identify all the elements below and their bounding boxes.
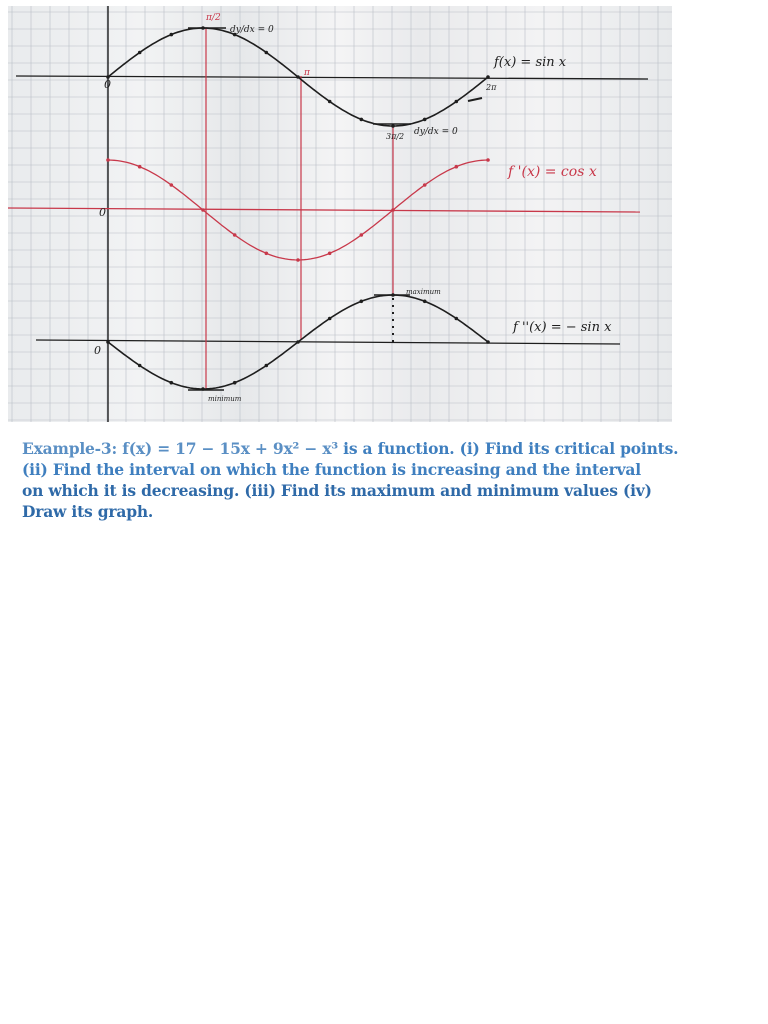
plot-point	[296, 75, 300, 79]
caption-line-3: on which it is decreasing. (iii) Find its maximum and minimum values (iv)	[22, 481, 652, 500]
plot-point	[170, 183, 174, 187]
label-dydx-bottom: dy/dx = 0	[414, 127, 458, 137]
plot-point	[328, 317, 332, 321]
x-axis-f2	[36, 340, 620, 344]
plot-point	[296, 340, 300, 344]
plot-point	[391, 124, 395, 128]
plot-point	[486, 340, 490, 344]
plot-point	[360, 233, 364, 237]
plot-point	[423, 183, 427, 187]
label-pi: π	[304, 68, 310, 78]
caption-line-1-lead: Example-3: f(x) = 17 − 15x + 9x² − x³	[22, 439, 344, 458]
plot-point	[328, 252, 332, 256]
label-origin-3: 0	[94, 344, 101, 357]
plot-point	[486, 75, 490, 79]
plot-point	[486, 158, 490, 162]
plot-point	[106, 340, 110, 344]
label-f: f(x) = sin x	[494, 55, 567, 70]
label-origin-2: 0	[99, 206, 106, 219]
plot-point	[138, 51, 142, 55]
label-f1: f '(x) = cos x	[508, 164, 597, 180]
plot-point	[423, 300, 427, 304]
plot-point	[201, 208, 205, 212]
plot-point	[233, 381, 237, 385]
plot-point	[423, 118, 427, 122]
plot-point	[265, 252, 269, 256]
plot-point	[296, 258, 300, 262]
plot-point	[455, 100, 459, 104]
plot-point	[455, 317, 459, 321]
plot-point	[170, 33, 174, 37]
label-dydx-top: dy/dx = 0	[230, 25, 274, 35]
plot-point	[265, 364, 269, 368]
label-origin-1: 0	[104, 78, 111, 91]
label-minimum: minimum	[208, 395, 242, 403]
plot-point	[360, 118, 364, 122]
label-3pi-over-2: 3π/2	[386, 132, 405, 141]
label-pi-over-2: π/2	[206, 13, 221, 23]
plot-point	[233, 233, 237, 237]
caption-line-1	[22, 438, 694, 459]
label-maximum: maximum	[406, 288, 441, 296]
arrow-stroke	[468, 98, 482, 101]
example-caption	[22, 438, 694, 522]
graph-photo	[8, 6, 672, 422]
plot-point	[455, 165, 459, 169]
plot-point	[138, 364, 142, 368]
caption-line-2: (ii) Find the interval on which the function is increasing and the interval	[22, 460, 641, 479]
plot-point	[265, 51, 269, 55]
plot-point	[328, 100, 332, 104]
plot-point	[170, 381, 174, 385]
caption-line-4: Draw its graph.	[22, 502, 154, 521]
graph-drawing	[8, 6, 672, 422]
plot-point	[106, 158, 110, 162]
label-two-pi: 2π	[486, 83, 497, 92]
caption-line-1-rest: is a function. (i) Find its critical points.	[343, 439, 679, 458]
plot-point	[138, 165, 142, 169]
label-f2: f ''(x) = − sin x	[513, 320, 612, 335]
plot-point	[391, 208, 395, 212]
plot-point	[360, 300, 364, 304]
